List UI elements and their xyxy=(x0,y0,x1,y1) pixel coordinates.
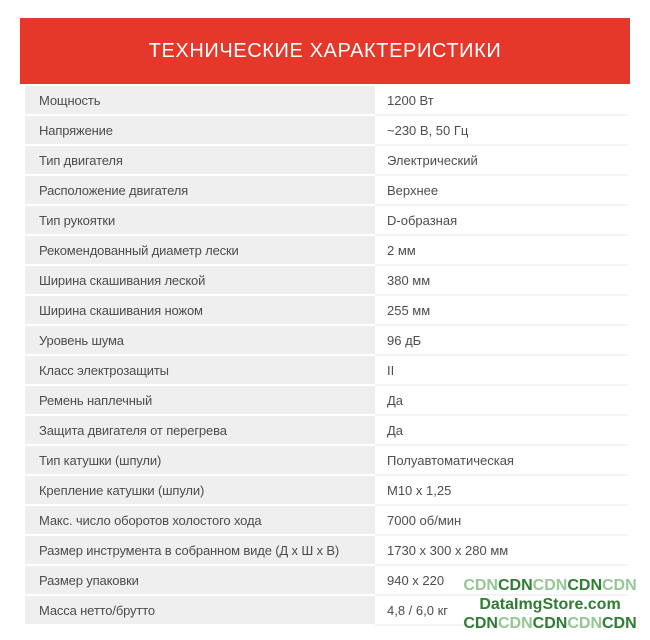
spec-row xyxy=(25,326,628,356)
spec-label: Класс электрозащиты xyxy=(25,356,375,386)
spec-row xyxy=(25,146,628,176)
spec-label: Рекомендованный диаметр лески xyxy=(25,236,375,266)
watermark-cdn-segment: CDN xyxy=(602,615,637,632)
spec-row xyxy=(25,266,628,296)
spec-label: Расположение двигателя xyxy=(25,176,375,206)
watermark-cdn-segment: CDN xyxy=(463,615,498,632)
watermark-cdn-segment: CDN xyxy=(602,577,637,594)
spec-value: 4,8 / 6,0 кг xyxy=(375,596,628,626)
watermark-cdn-line-top xyxy=(456,576,644,595)
spec-label: Крепление катушки (шпули) xyxy=(25,476,375,506)
spec-label: Ширина скашивания леской xyxy=(25,266,375,296)
spec-row xyxy=(25,236,628,266)
spec-row xyxy=(25,176,628,206)
watermark-cdn-line-bottom xyxy=(456,614,644,633)
spec-label: Масса нетто/брутто xyxy=(25,596,375,626)
spec-row xyxy=(25,386,628,416)
spec-value: 380 мм xyxy=(375,266,628,296)
spec-value: 255 мм xyxy=(375,296,628,326)
section-title: ТЕХНИЧЕСКИЕ ХАРАКТЕРИСТИКИ xyxy=(148,39,502,62)
watermark-cdn-segment: CDN xyxy=(567,577,602,594)
watermark-cdn-segment: CDN xyxy=(567,615,602,632)
watermark-site-name: DataImgStore.com xyxy=(479,596,621,613)
spec-row xyxy=(25,116,628,146)
spec-row xyxy=(25,416,628,446)
spec-value: 7000 об/мин xyxy=(375,506,628,536)
spec-label: Размер инструмента в собранном виде (Д х Ш х В) xyxy=(25,536,375,566)
spec-row xyxy=(25,506,628,536)
spec-row xyxy=(25,536,628,566)
spec-label: Ремень наплечный xyxy=(25,386,375,416)
spec-value: Да xyxy=(375,416,628,446)
spec-value: Полуавтоматическая xyxy=(375,446,628,476)
watermark-cdn-segment: CDN xyxy=(532,615,568,632)
spec-label: Ширина скашивания ножом xyxy=(25,296,375,326)
spec-value: 940 х 220 xyxy=(375,566,628,596)
spec-label: Напряжение xyxy=(25,116,375,146)
spec-value: M10 x 1,25 xyxy=(375,476,628,506)
spec-value: 1200 Вт xyxy=(375,86,628,116)
spec-value: D-образная xyxy=(375,206,628,236)
spec-value: Верхнее xyxy=(375,176,628,206)
watermark xyxy=(456,576,644,633)
spec-value: 1730 х 300 х 280 мм xyxy=(375,536,628,566)
spec-label: Размер упаковки xyxy=(25,566,375,596)
spec-label: Тип рукоятки xyxy=(25,206,375,236)
spec-label: Мощность xyxy=(25,86,375,116)
spec-value: 96 дБ xyxy=(375,326,628,356)
spec-row xyxy=(25,476,628,506)
spec-value: 2 мм xyxy=(375,236,628,266)
spec-label: Тип катушки (шпули) xyxy=(25,446,375,476)
spec-value: ~230 В, 50 Гц xyxy=(375,116,628,146)
spec-value: II xyxy=(375,356,628,386)
watermark-cdn-segment: CDN xyxy=(497,577,533,594)
section-header-banner xyxy=(20,18,630,84)
spec-label: Макс. число оборотов холостого хода xyxy=(25,506,375,536)
watermark-cdn-segment: CDN xyxy=(532,577,568,594)
spec-value: Электрический xyxy=(375,146,628,176)
watermark-cdn-segment: CDN xyxy=(497,615,533,632)
spec-row xyxy=(25,356,628,386)
spec-label: Защита двигателя от перегрева xyxy=(25,416,375,446)
spec-table xyxy=(25,86,628,626)
spec-row xyxy=(25,296,628,326)
spec-value: Да xyxy=(375,386,628,416)
watermark-cdn-segment: CDN xyxy=(463,577,498,594)
spec-label: Тип двигателя xyxy=(25,146,375,176)
spec-label: Уровень шума xyxy=(25,326,375,356)
spec-row xyxy=(25,86,628,116)
spec-row xyxy=(25,446,628,476)
spec-row xyxy=(25,206,628,236)
